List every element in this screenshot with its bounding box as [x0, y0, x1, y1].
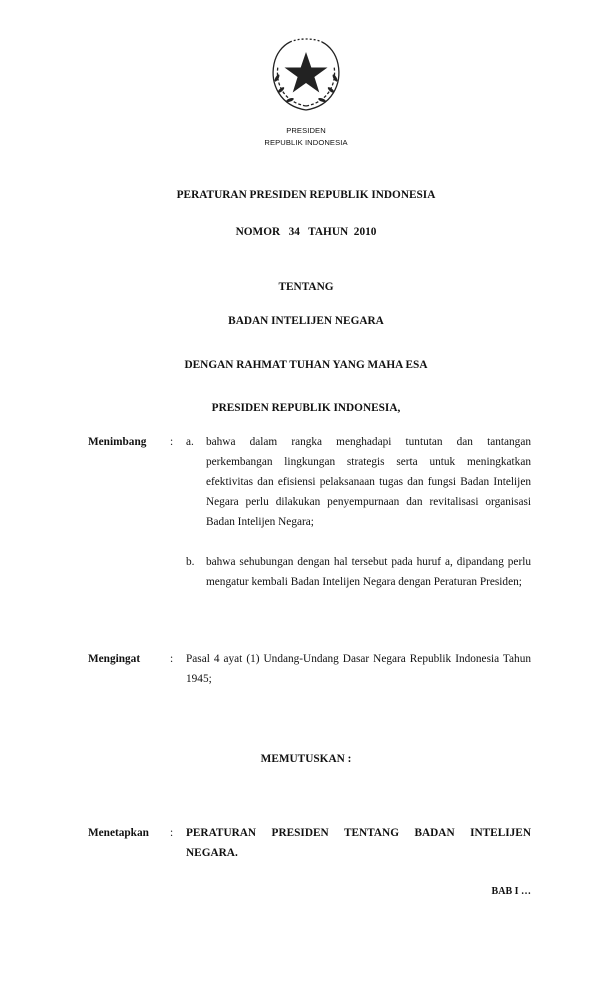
menetapkan-colon: : [170, 827, 174, 839]
mengingat-text: Pasal 4 ayat (1) Undang-Undang Dasar Negara Republik Indonesia Tahun 1945; [186, 653, 531, 685]
emblem-caption-line2: REPUBLIK INDONESIA [264, 138, 348, 147]
item-a-marker: a. [186, 436, 194, 448]
about-heading: TENTANG [278, 281, 334, 293]
mengingat-colon: : [170, 653, 174, 665]
menetapkan-text: PERATURAN PRESIDEN TENTANG BADAN INTELIJEN NEGARA. [186, 827, 531, 859]
state-emblem [266, 34, 346, 114]
emblem-caption-line1: PRESIDEN [286, 126, 326, 135]
issuer: PRESIDEN REPUBLIK INDONESIA, [211, 402, 401, 414]
menimbang-colon: : [170, 436, 174, 448]
regulation-subject: BADAN INTELIJEN NEGARA [228, 315, 384, 327]
memutuskan-heading: MEMUTUSKAN : [260, 753, 352, 765]
regulation-title: PERATURAN PRESIDEN REPUBLIK INDONESIA [176, 189, 436, 201]
star-wreath-icon [266, 34, 346, 114]
next-page-indicator: BAB I … [491, 886, 531, 897]
menimbang-label: Menimbang [88, 436, 147, 448]
mengingat-label: Mengingat [88, 653, 141, 665]
emblem-caption [0, 125, 612, 149]
item-a-text: bahwa dalam rangka menghadapi tuntutan dan tantangan perkembangan lingkungan strategis serta untuk meningkatkan efektivitas dan efisiensi pelaksanaan tugas dan fungsi Badan Intelijen Negara perlu dilakukan penyempurnaan dan revitalisasi organisasi Badan Intelijen Negara; [206, 436, 531, 528]
regulation-number: NOMOR 34 TAHUN 2010 [235, 226, 377, 238]
invocation: DENGAN RAHMAT TUHAN YANG MAHA ESA [184, 359, 428, 371]
item-b-marker: b. [186, 556, 195, 568]
item-b-text: bahwa sehubungan dengan hal tersebut pada huruf a, dipandang perlu mengatur kembali Badan Intelijen Negara dengan Peraturan Presiden; [206, 556, 531, 588]
menetapkan-label: Menetapkan [88, 827, 149, 839]
